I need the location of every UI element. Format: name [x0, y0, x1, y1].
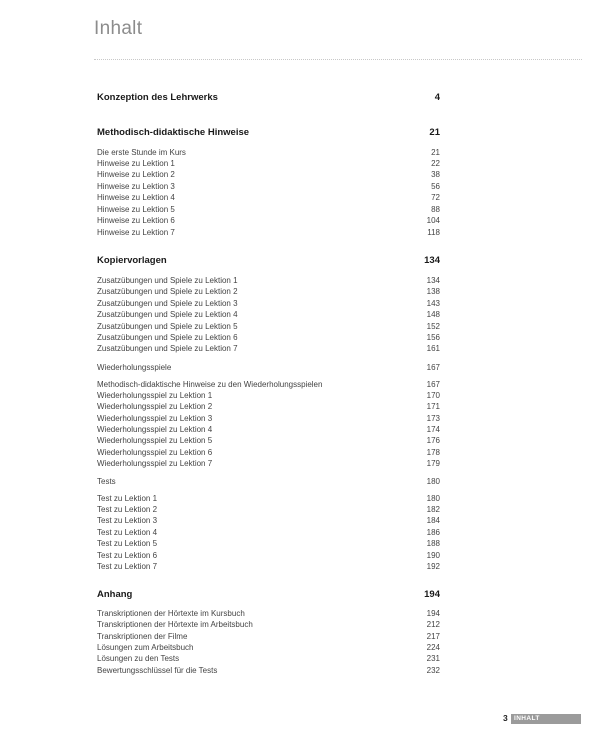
toc-entry-page: 118 — [427, 228, 440, 237]
toc-entry[interactable] — [97, 228, 440, 237]
toc-entry[interactable] — [97, 216, 440, 225]
toc-entry-page: 21 — [431, 148, 440, 157]
toc-entry-page: 186 — [426, 528, 440, 537]
toc-entry-label: Wiederholungsspiel zu Lektion 1 — [97, 391, 213, 400]
toc-entry[interactable] — [97, 287, 440, 296]
toc-entry-page: 174 — [426, 425, 440, 434]
toc-entry[interactable] — [97, 402, 440, 411]
toc-entry[interactable] — [97, 666, 440, 675]
toc-entry-page: 156 — [426, 333, 440, 342]
toc-entry-label: Die erste Stunde im Kurs — [97, 148, 186, 157]
toc-entry-label: Wiederholungsspiel zu Lektion 2 — [97, 402, 213, 411]
toc-entry[interactable] — [97, 632, 440, 641]
toc-entry-label: Transkriptionen der Hörtexte im Kursbuch — [97, 609, 245, 618]
toc-entry[interactable] — [97, 505, 440, 514]
toc-entry-page: 212 — [426, 620, 440, 629]
toc-entry-label: Hinweise zu Lektion 7 — [97, 228, 175, 237]
toc-entry-label: Hinweise zu Lektion 1 — [97, 159, 175, 168]
toc-entry-page: 224 — [426, 643, 440, 652]
toc-entry[interactable] — [97, 322, 440, 331]
toc-entry-page: 180 — [426, 477, 440, 486]
toc-entry-page: 232 — [426, 666, 440, 675]
toc-entry-page: 190 — [426, 551, 440, 560]
toc-entry-label: Test zu Lektion 3 — [97, 516, 158, 525]
toc-entry-page: 217 — [426, 632, 440, 641]
toc-entry-page: 22 — [431, 159, 440, 168]
toc-entry-label: Test zu Lektion 4 — [97, 528, 158, 537]
toc-section-title: Methodisch-didaktische Hinweise — [97, 127, 250, 138]
toc-entry-label: Zusatzübungen und Spiele zu Lektion 6 — [97, 333, 238, 342]
toc-entry-label: Wiederholungsspiel zu Lektion 7 — [97, 459, 213, 468]
toc-entry[interactable] — [97, 391, 440, 400]
toc-entry-label: Zusatzübungen und Spiele zu Lektion 2 — [97, 287, 238, 296]
toc-entry-label: Test zu Lektion 7 — [97, 562, 158, 571]
toc-entry-label: Hinweise zu Lektion 3 — [97, 182, 175, 191]
toc-entry-label: Transkriptionen der Hörtexte im Arbeitsbuch — [97, 620, 253, 629]
title-divider — [94, 59, 582, 60]
toc-entry-page: 138 — [426, 287, 440, 296]
toc-entry[interactable] — [97, 436, 440, 445]
toc-entry[interactable] — [97, 477, 440, 486]
toc-entry-page: 148 — [426, 310, 440, 319]
toc-entry-page: 88 — [431, 205, 440, 214]
toc-entry-page: 178 — [426, 448, 440, 457]
toc-entry[interactable] — [97, 205, 440, 214]
toc-entry[interactable] — [97, 494, 440, 503]
toc-entry-label: Tests — [97, 477, 116, 486]
toc-entry[interactable] — [97, 380, 440, 389]
toc-section-page: 194 — [424, 589, 440, 600]
toc-section-page: 4 — [434, 92, 440, 103]
toc-entry[interactable] — [97, 363, 440, 372]
toc-entry-page: 104 — [426, 216, 440, 225]
toc-entry-label: Wiederholungsspiele — [97, 363, 172, 372]
toc-section-title: Konzeption des Lehrwerks — [97, 92, 218, 103]
toc-entry-label: Hinweise zu Lektion 5 — [97, 205, 175, 214]
toc-entry[interactable] — [97, 159, 440, 168]
toc-entry-label: Wiederholungsspiel zu Lektion 5 — [97, 436, 213, 445]
toc-entry-label: Hinweise zu Lektion 4 — [97, 193, 175, 202]
toc-entry-label: Transkriptionen der Filme — [97, 632, 188, 641]
toc-entry[interactable] — [97, 276, 440, 285]
toc-entry-page: 184 — [426, 516, 440, 525]
toc-entry-page: 182 — [426, 505, 440, 514]
toc-entry-page: 170 — [426, 391, 440, 400]
toc-entry-label: Wiederholungsspiel zu Lektion 4 — [97, 425, 213, 434]
toc-entry-page: 161 — [426, 344, 440, 353]
toc-section-title: Anhang — [97, 589, 133, 600]
toc-entry-label: Lösungen zu den Tests — [97, 654, 180, 663]
toc-entry[interactable] — [97, 620, 440, 629]
toc-entry[interactable] — [97, 344, 440, 353]
toc-entry[interactable] — [97, 414, 440, 423]
toc-entry[interactable] — [97, 459, 440, 468]
toc-entry[interactable] — [97, 562, 440, 571]
toc-entry[interactable] — [97, 299, 440, 308]
toc-entry-label: Lösungen zum Arbeitsbuch — [97, 643, 194, 652]
toc-section-page: 21 — [429, 127, 440, 138]
toc-entry-label: Wiederholungsspiel zu Lektion 3 — [97, 414, 213, 423]
toc-entry-page: 38 — [431, 170, 440, 179]
toc-entry[interactable] — [97, 516, 440, 525]
toc-entry[interactable] — [97, 609, 440, 618]
toc-entry-page: 179 — [426, 459, 440, 468]
toc-entry-page: 192 — [426, 562, 440, 571]
toc-entry[interactable] — [97, 448, 440, 457]
toc-entry-label: Test zu Lektion 1 — [97, 494, 158, 503]
toc-entry-page: 72 — [431, 193, 440, 202]
toc-entry-label: Hinweise zu Lektion 2 — [97, 170, 175, 179]
toc-entry-page: 180 — [426, 494, 440, 503]
toc-section-page: 134 — [424, 255, 440, 266]
section-tab: INHALT — [511, 714, 581, 724]
toc-entry-page: 188 — [426, 539, 440, 548]
toc-entry-label: Bewertungsschlüssel für die Tests — [97, 666, 218, 675]
toc-entry[interactable] — [97, 333, 440, 342]
toc-entry[interactable] — [97, 170, 440, 179]
toc-entry-page: 167 — [426, 380, 440, 389]
toc-entry[interactable] — [97, 182, 440, 191]
toc-entry-page: 231 — [426, 654, 440, 663]
toc-entry[interactable] — [97, 539, 440, 548]
toc-entry[interactable] — [97, 193, 440, 202]
toc-section-heading[interactable] — [97, 92, 440, 103]
toc-entry[interactable] — [97, 148, 440, 157]
page-number: 3 — [503, 713, 508, 723]
toc-section-heading[interactable] — [97, 255, 440, 266]
toc-entry-label: Zusatzübungen und Spiele zu Lektion 1 — [97, 276, 238, 285]
toc-entry-page: 171 — [426, 402, 440, 411]
toc-entry-label: Hinweise zu Lektion 6 — [97, 216, 175, 225]
toc-entry-label: Methodisch-didaktische Hinweise zu den Wiederholungsspielen — [97, 380, 323, 389]
toc-entry[interactable] — [97, 551, 440, 560]
toc-entry[interactable] — [97, 310, 440, 319]
toc-entry-label: Wiederholungsspiel zu Lektion 6 — [97, 448, 213, 457]
toc-entry[interactable] — [97, 425, 440, 434]
toc-entry[interactable] — [97, 654, 440, 663]
toc-section-heading[interactable] — [97, 127, 440, 138]
toc-entry-page: 173 — [426, 414, 440, 423]
toc-entry-label: Test zu Lektion 2 — [97, 505, 158, 514]
toc-entry-label: Zusatzübungen und Spiele zu Lektion 7 — [97, 344, 238, 353]
toc-entry-label: Zusatzübungen und Spiele zu Lektion 4 — [97, 310, 238, 319]
toc-section-heading[interactable] — [97, 589, 440, 600]
toc-entry-label: Test zu Lektion 5 — [97, 539, 158, 548]
toc-entry-page: 56 — [431, 182, 440, 191]
toc-section-title: Kopiervorlagen — [97, 255, 167, 266]
toc-entry-page: 143 — [426, 299, 440, 308]
toc-entry[interactable] — [97, 528, 440, 537]
toc-entry-page: 194 — [426, 609, 440, 618]
toc-entry-label: Zusatzübungen und Spiele zu Lektion 5 — [97, 322, 238, 331]
toc-entry-label: Test zu Lektion 6 — [97, 551, 158, 560]
page-title: Inhalt — [94, 18, 143, 39]
toc-entry-page: 167 — [426, 363, 440, 372]
toc-entry-page: 176 — [426, 436, 440, 445]
toc-entry-page: 134 — [426, 276, 440, 285]
toc-entry-page: 152 — [426, 322, 440, 331]
toc-entry[interactable] — [97, 643, 440, 652]
toc-entry-label: Zusatzübungen und Spiele zu Lektion 3 — [97, 299, 238, 308]
